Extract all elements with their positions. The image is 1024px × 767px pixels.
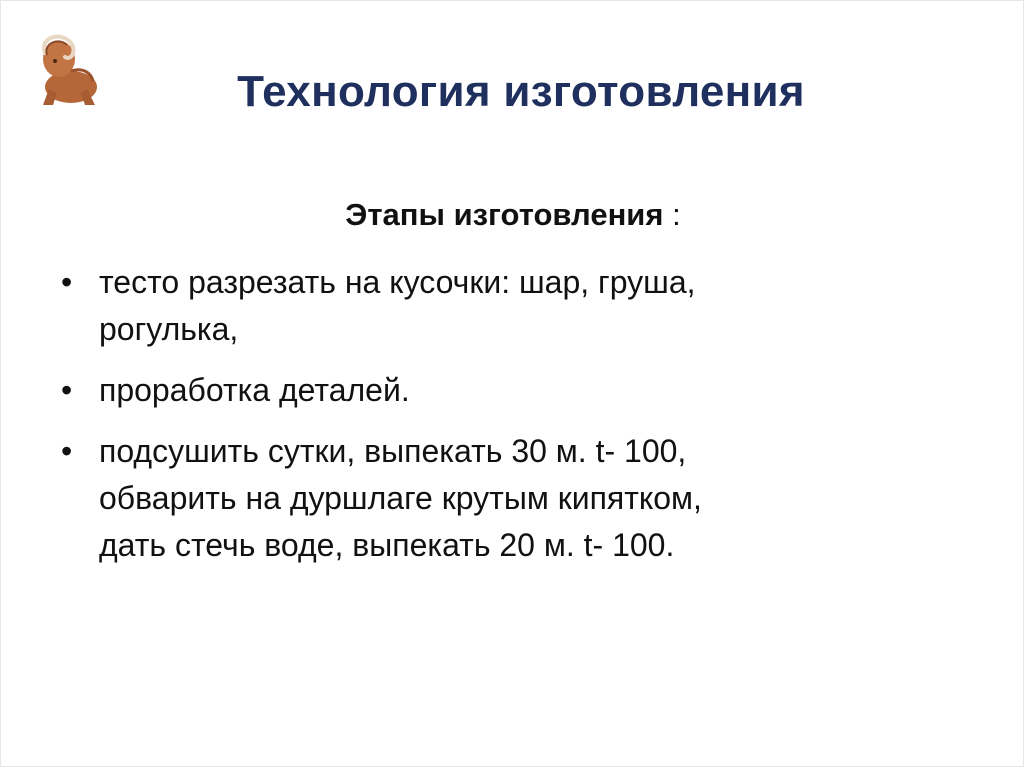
stages-heading-colon: : xyxy=(663,197,681,232)
list-item xyxy=(61,367,961,414)
stages-heading-label: Этапы изготовления xyxy=(345,197,664,232)
stages-heading xyxy=(1,197,1024,233)
slide-title: Технология изготовления xyxy=(237,67,805,116)
list-item xyxy=(61,428,961,569)
bullet-icon: • xyxy=(61,433,73,469)
list-item-line: рогулька, xyxy=(99,311,239,347)
list-item xyxy=(61,259,961,353)
list-item-line: подсушить сутки, выпекать 30 м. t- 100, xyxy=(99,433,687,469)
bullet-icon: • xyxy=(61,372,73,408)
list-item-line: тесто разрезать на кусочки: шар, груша, xyxy=(99,264,696,300)
list-item-line: проработка деталей. xyxy=(99,372,410,408)
list-item-line: обварить на дуршлаге крутым кипятком, xyxy=(99,480,702,516)
stages-list xyxy=(61,259,961,583)
clay-figurine-image xyxy=(31,27,109,109)
bullet-icon: • xyxy=(61,264,73,300)
list-item-line: дать стечь воде, выпекать 20 м. t- 100. xyxy=(99,527,675,563)
